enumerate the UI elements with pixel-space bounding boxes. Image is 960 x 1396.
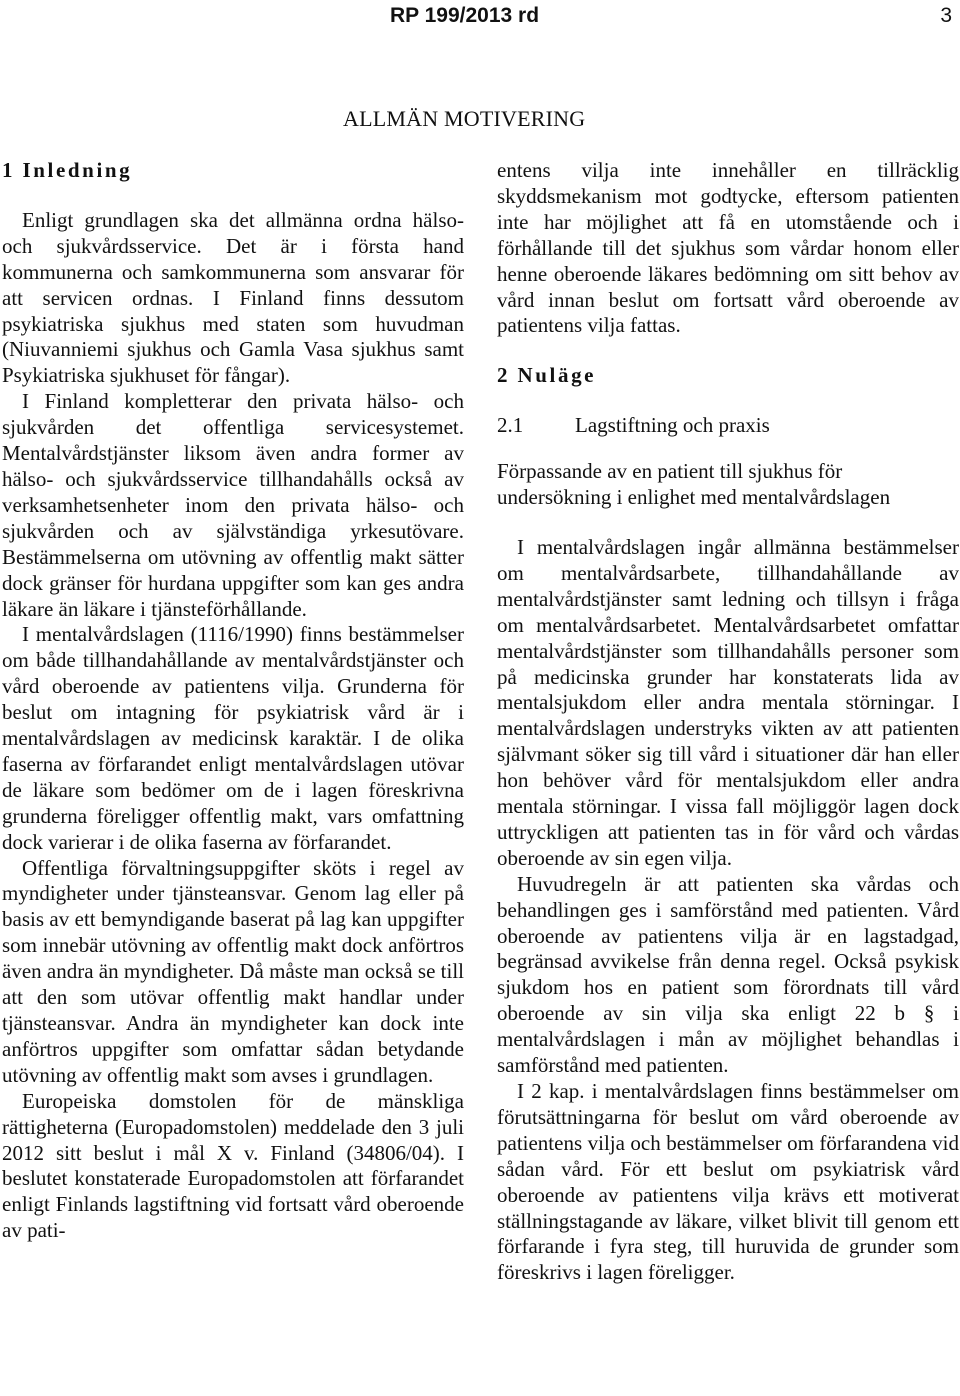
subheading-number: 2.1 [497,413,524,438]
right-column [497,158,959,1286]
paragraph: I 2 kap. i mentalvårdslagen finns bestämmelser om förutsättningarna för beslut om vård oberoende av patientens vilja och bestämmelser om förfarandena vid sådan vård. För ett beslut om psykiatrisk vård oberoende av patientens vilja krävs ett motiverat ställningstagande av läkare, vilket blivit till genom ett förfarande i fyra steg, till huruvida de grunder som föreskrivs i lagen föreligger. [497,1079,959,1285]
document-reference: RP 199/2013 rd [390,4,540,27]
heading-inledning [2,158,464,184]
paragraph: Huvudregeln är att patienten ska vårdas och behandlingen ges i samförstånd med patienten. Vård oberoende av patientens vilja är en lagstadgad, begränsad avvikelse från denna regel. Också psykisk sjukdom hos en patient som förordnats till vård oberoende av sin vilja ska enligt 22 b § i mentalvårdslagen i mån av möjlighet behandlas i samförstånd med patienten. [497,871,959,1078]
paragraph: Offentliga förvaltningsuppgifter sköts i regel av myndigheter under tjänsteansvar. Genom lag eller på basis av ett bemyndigande baserat på lag kan uppgifter som innebär utövning av offentlig makt dock anförtros även andra än myndigheter. Då måste man också se till att den som utövar offentlig makt handlar under tjänsteansvar. Andra än myndigheter kan dock inte anförtros uppgifter som omfattar sådan betydande utövning av offentlig makt som avses i grundlagen. [2,855,464,1087]
paragraph: Enligt grundlagen ska det allmänna ordna hälso- och sjukvårdsservice. Det är i första hand kommunerna och samkommunerna som ansvarar för att servicen ordnas. I Finland finns dessutom psykiatriska sjukhus med staten som huvudman (Niuvanniemi sjukhus och Gamla Vasa sjukhus samt Psykiatriska sjukhuset för fångar). [2,207,464,388]
paragraph: I Finland kompletterar den privata hälso- och sjukvården det offentliga servicesystemet. Mentalvårdstjänster liksom även andra former av hälso- och sjukvårdsservice tillhandahålls också av verksamhetsenheter inom den privata hälso- och sjukvården och av självständiga yrkesutövare. Bestämmelserna om utövning av offentlig makt sätter dock gränser för hurdana uppgifter som kan ges andra läkare än läkare i tjänsteförhållande. [2,389,464,621]
subheading-title: Lagstiftning och praxis [575,413,770,438]
heading-title: Inledning [22,158,133,182]
heading-title: Nuläge [517,363,597,388]
page-header [0,0,960,40]
subheading-lagstiftning [497,413,959,439]
paragraph: I mentalvårdslagen ingår allmänna bestämmelser om mentalvårdsarbete, tillhandahållande av mentalvårdstjänster samt ledning och tillsyn i fråga om mentalvårdsarbetet. Mentalvårdsarbetet omfattar mentalvårdstjänster som tillhandahålls personer som på medicinska grunder har konstaterats lida av mentalsjukdom eller andra mentala störningar. I mentalvårdslagen understryks vikten av att patienten självmant söker sig till vård i situationer där han eller hon behöver vård för mentalsjukdom eller andra mentala störningar. I vissa fall möjliggör lagen dock uttryckligen att patienten tas in för vård och vårdas oberoende av sin egen vilja. [497,534,959,870]
heading-number: 2 [497,363,508,388]
heading-nulage [497,363,959,389]
heading-number: 1 [2,158,13,182]
page-number: 3 [940,4,952,27]
subsubheading: Förpassande av en patient till sjukhus för undersökning i enlighet med mentalvårdslagen [497,459,891,510]
paragraph-continuation: entens vilja inte innehåller en tillräcklig skyddsmekanism mot godtycke, eftersom patienten inte har möjlighet att få en utomstående och i förhållande till det sjukhus som vårdar honom eller henne oberoende läkares bedömning om sitt behov av vård innan beslut om fortsatt vård oberoende av patientens vilja fattas. [497,158,959,338]
section-heading: ALLMÄN MOTIVERING [343,106,586,131]
paragraph: I mentalvårdslagen (1116/1990) finns bestämmelser om både tillhandahållande av mentalvårdstjänster och vård oberoende av patientens vilja. Grunderna för beslut om intagning för psykiatrisk vård är i mentalvårdslagen av medicinsk karaktär. I de olika faserna av förfarandet enligt mentalvårdslagen utövar de läkare som bedömer om de i lagen föreskrivna grunderna föreligger offentlig makt, vars omfattning dock varierar i de olika faserna av förfarandet. [2,622,464,854]
paragraph: Europeiska domstolen för de mänskliga rättigheterna (Europadomstolen) meddelade den 3 juli 2012 sitt beslut i mål X v. Finland (34806/04). I beslutet konstaterade Europadomstolen att förfarandet enligt Finlands lagstiftning vid fortsatt vård oberoende av pati- [2,1088,464,1243]
left-column [2,158,464,1244]
